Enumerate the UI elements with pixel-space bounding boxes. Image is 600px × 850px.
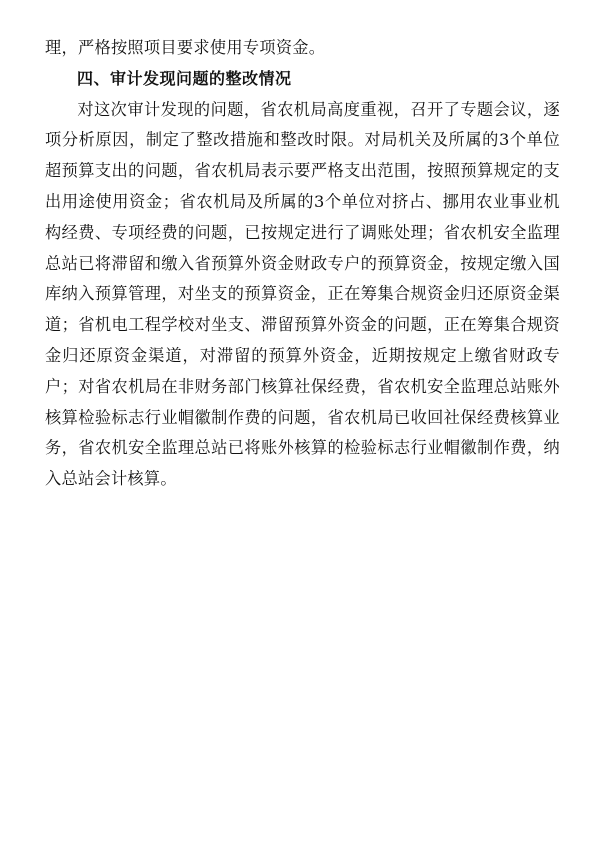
- section-paragraph: 对这次审计发现的问题，省农机局高度重视，召开了专题会议，逐项分析原因，制定了整改措施和整改时限。对局机关及所属的3个单位超预算支出的问题，省农机局表示要严格支出范围，按照预算规定的支出用途使用资金；省农机局及所属的3个单位对挤占、挪用农业事业机构经费、专项经费的问题，已按规定进行了调账处理；省农机安全监理总站已将滞留和缴入省预算外资金财政专户的预算资金，按规定缴入国库纳入预算管理，对坐支的预算资金，正在筹集合规资金归还原资金渠道；省机电工程学校对坐支、滞留预算外资金的问题，正在筹集合规资金归还原资金渠道，对滞留的预算外资金，近期按规定上缴省财政专户；对省农机局在非财务部门核算社保经费，省农机安全监理总站账外核算检验标志行业帽徽制作费的问题，省农机局已收回社保经费核算业务，省农机安全监理总站已将账外核算的检验标志行业帽徽制作费，纳入总站会计核算。: [45, 99, 560, 489]
- continuation-paragraph: 理，严格按照项目要求使用专项资金。: [45, 38, 326, 57]
- section-heading: 四、审计发现问题的整改情况: [77, 68, 292, 88]
- document-body: [45, 33, 560, 495]
